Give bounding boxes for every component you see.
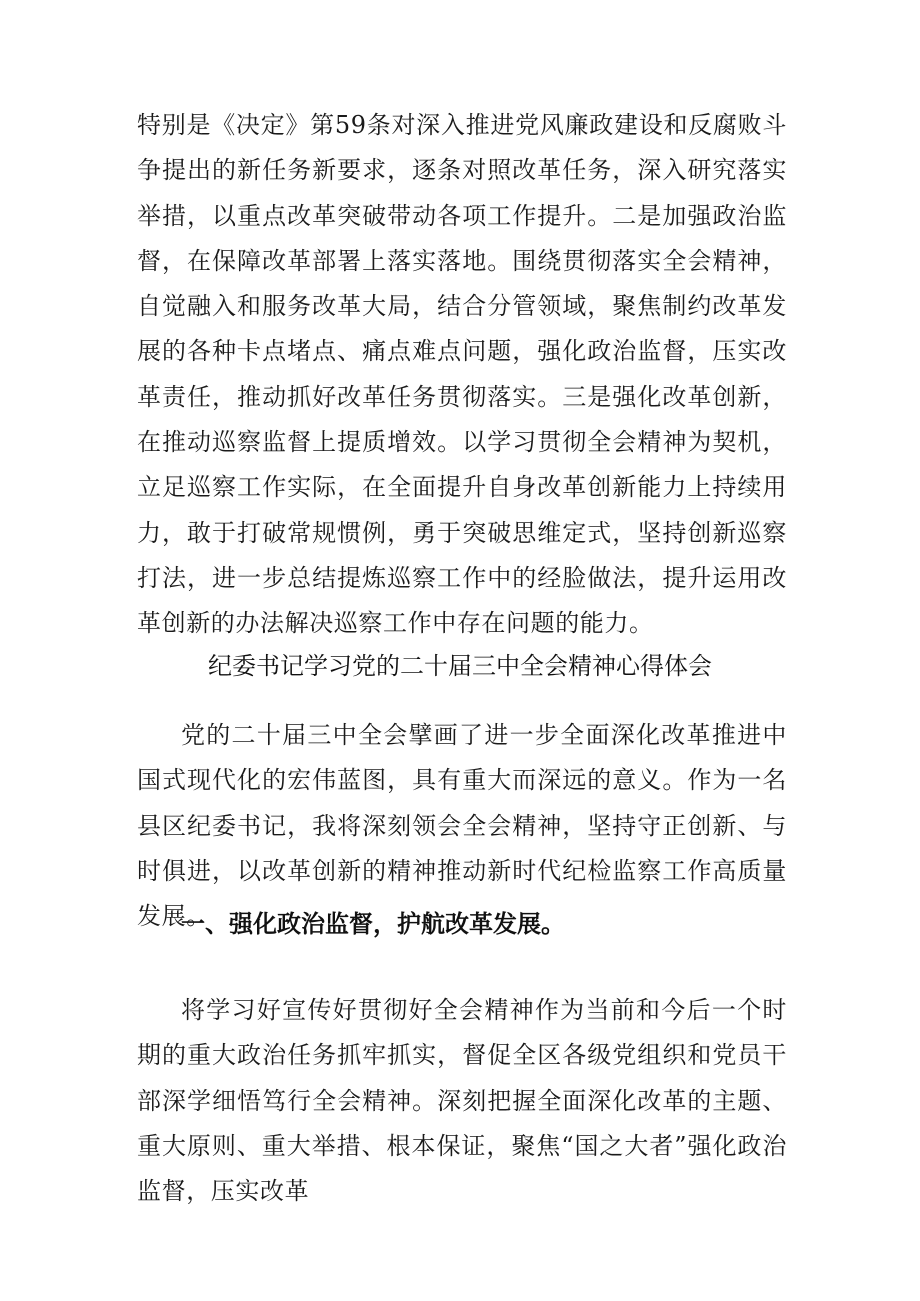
article-title: 纪委书记学习党的二十届三中全会精神心得体会	[208, 652, 712, 680]
section-1-paragraph: 将学习好宣传好贯彻好全会精神作为当前和今后一个时期的重大政治任务抓牢抓实，督促全区各级党组织和党员干部深学细悟笃行全会精神。深刻把握全面深化改革的主题、重大原则、重大举措、根本保证，聚焦“国之大者”强化政治监督，压实改革	[137, 996, 787, 1206]
continued-paragraph: 特别是《决定》第59条对深入推进党风廉政建设和反腐败斗争提出的新任务新要求，逐条对照改革任务，深入研究落实举措，以重点改革突破带动各项工作提升。二是加强政治监督，在保障改革部署上落实落地。围绕贯彻落实全会精神，自觉融入和服务改革大局，结合分管领域，聚焦制约改革发展的各种卡点堵点、痛点难点问题，强化政治监督，压实改革责任，推动抓好改革任务贯彻落实。三是强化改革创新，在推动巡察监督上提质增效。以学习贯彻全会精神为契机，立足巡察工作实际，在全面提升自身改革创新能力上持续用力，敢于打破常规惯例，勇于突破思维定式，坚持创新巡察打法，进一步总结提炼巡察工作中的经脸做法，提升运用改革创新的办法解决巡察工作中存在问题的能力。	[137, 111, 787, 638]
intro-paragraph: 党的二十届三中全会擘画了进一步全面深化改革推进中国式现代化的宏伟蓝图，具有重大而深远的意义。作为一名县区纪委书记，我将深刻领会全会精神，坚持守正创新、与时俱进，以改革创新的精神推动新时代纪检监察工作高质量发展。	[137, 721, 787, 931]
section-1-heading: 一、强化政治监督，护航改革发展。	[181, 910, 565, 938]
